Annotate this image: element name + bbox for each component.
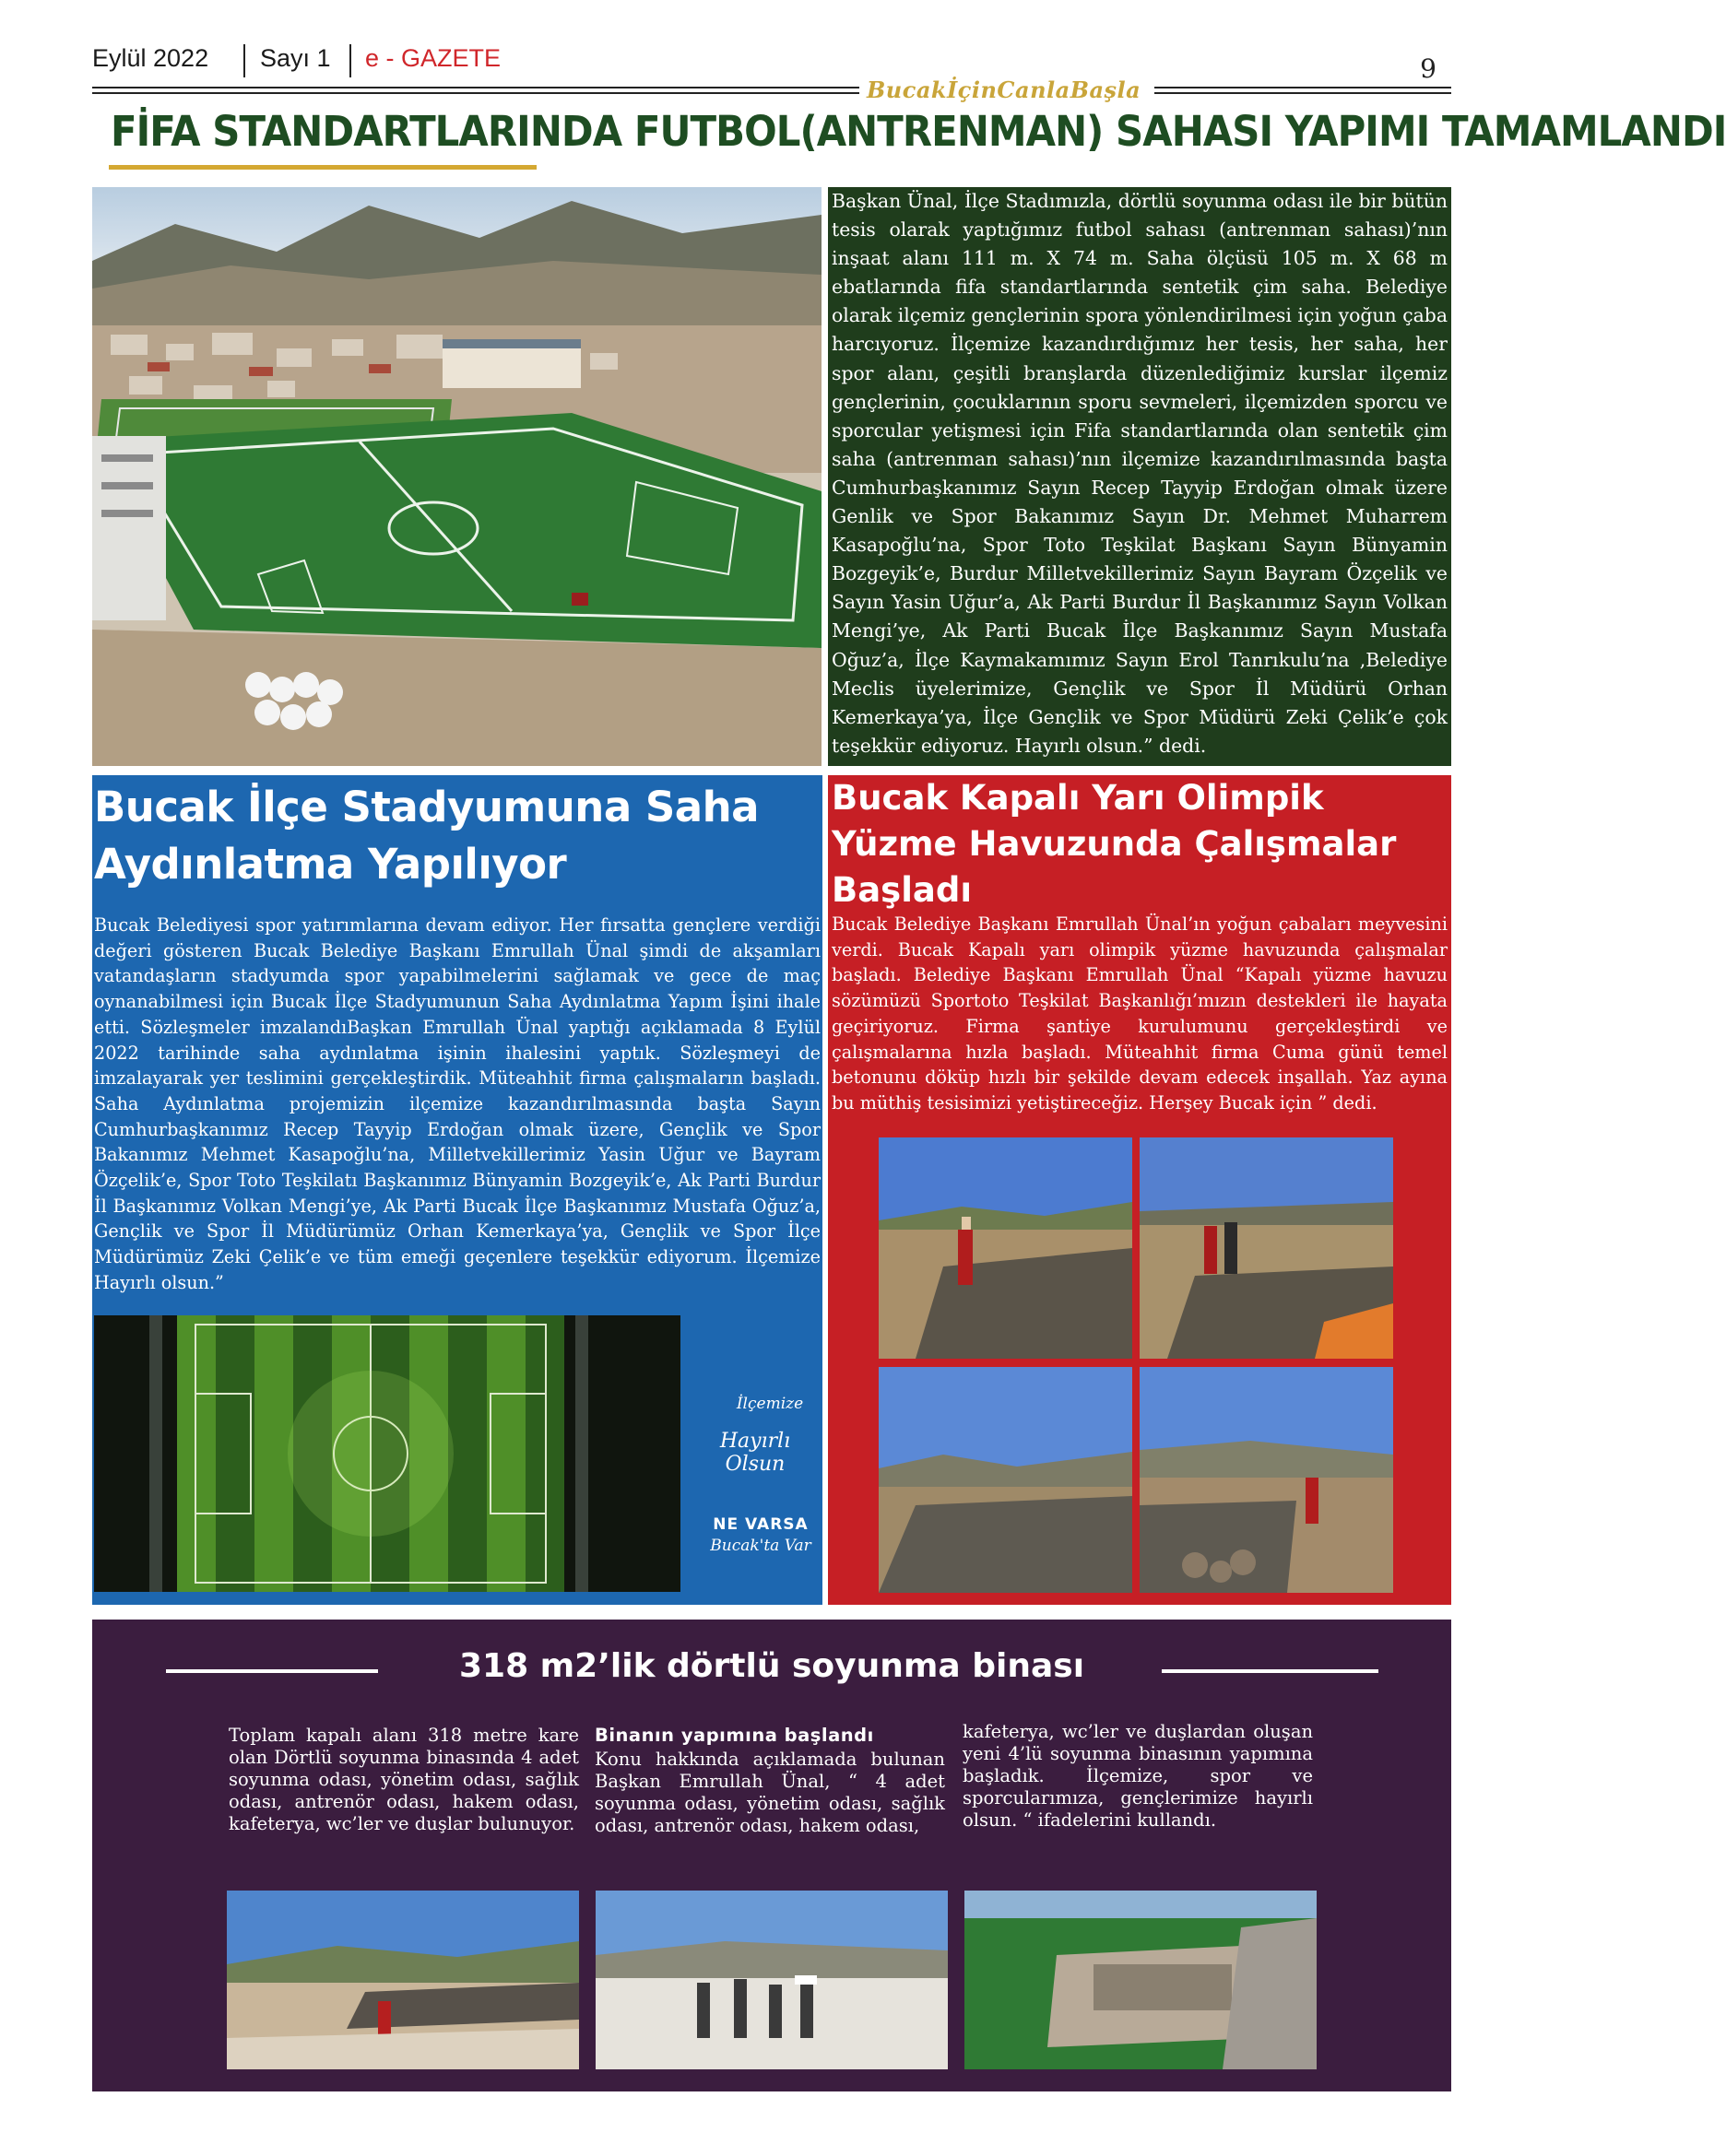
section-rule [1162, 1669, 1378, 1673]
header-rule [1154, 92, 1451, 94]
page-number: 9 [1420, 53, 1436, 84]
locker-col-2 [595, 1725, 945, 1837]
header-rule [1154, 87, 1451, 88]
image-caption: İlçemize [736, 1395, 804, 1413]
locker-site-photo [227, 1891, 579, 2069]
locker-col-2-body: Konu hakkında açıklamada bulunan Başkan Emrullah Ünal, “ 4 adet soyunma odası, yönetim odası, sağlık odası, antrenör odası, hakem odası, [595, 1749, 945, 1836]
header-divider [243, 44, 245, 77]
swimming-pool-title: Bucak Kapalı Yarı Olimpik Yüzme Havuzunda Çalışmalar Başladı [832, 778, 1397, 910]
title-underline [109, 165, 537, 170]
locker-col-1: Toplam kapalı alanı 318 metre kare olan Dörtlü soyunma binasında 4 adet soyunma odası, yönetim odası, sağlık odası, antrenör odası, hakem odası, kafeterya, wc’ler ve duşlar bulunuyor. [229, 1725, 579, 1834]
main-article-body: Başkan Ünal, İlçe Stadımızla, dörtlü soyunma odası ile bir bütün tesis olarak yaptığımız futbol sahası (antrenman sahası)’nın inşaat alanı 111 m. X 74 m. Saha ölçüsü 105 m. X 68 m ebatlarında fifa standartlarında sentetik çim saha. Belediye olarak ilçemiz gençlerinin spora yönlendirilmesi için yoğun çaba harcıyoruz. İlçemize kazandırdığımız her tesis, her saha, her spor alanı, çeşitli branşlarda düzenlediğimiz kurslar ilçemiz gençlerinin, çocuklarının sporu sevmeleri, ilçemizden sporcu ve sporcular yetişmesi için Fifa standartlarında olan sentetik çim saha (antrenman sahası)’nın ilçemize kazandırılmasında başta Cumhurbaşkanımız Sayın Recep Tayyip Erdoğan olmak üzere Genlik ve Spor Bakanımız Sayın Dr. Mehmet Muharrem Kasapoğlu’na, Spor Toto Teşkilat Başkanı Sayın Bünyamin Bozgeyik’e, Burdur Milletvekillerimiz Sayın Bayram Özçelik ve Sayın Yasin Uğur’a, Ak Parti Burdur İl Başkanımız Sayın Volkan Mengi’ye, Ak Parti Bucak İlçe Başkanımız Sayın Mustafa Oğuz’a, İlçe Kaymakamımız Sayın Erol Tanrıkulu’na ,Belediye Meclis üyelerimize, Gençlik ve Spor İl Müdürü Orhan Kemerkaya’ya, İlçe Gençlik ve Spor Müdürü Zeki Çelik’e çok teşekkür ediyoruz. Hayırlı olsun.” dedi. [832, 190, 1448, 757]
header-edition: e - GAZETE [365, 44, 502, 72]
locker-col-3: kafeterya, wc’ler ve duşlardan oluşan yeni 4’lü soyunma binasının yapımına başladık. İlçemize, spor ve sporcularımıza, gençlerimize hayırlı olsun. “ ifadelerini kullandı. [963, 1721, 1313, 1831]
night-stadium-photo [94, 1315, 680, 1592]
locker-building-title: 318 m2’lik dörtlü soyunma binası [458, 1647, 1085, 1685]
pool-construction-photo [879, 1137, 1132, 1359]
header-rule [92, 92, 859, 94]
slogan: BucakİçinCanlaBaşla [867, 77, 1141, 103]
locker-site-photo [596, 1891, 948, 2069]
stadium-lighting-body: Bucak Belediyesi spor yatırımlarına devam ediyor. Her fırsatta gençlere verdiği değeri gösteren Bucak Belediye Başkanı Emrullah Ünal şimdi de akşamları vatandaşların stadyumda spor yapabilmelerini sağlamak ve gece de maç oynanabilmesi için Bucak İlçe Stadyumunun Saha Aydınlatma Yapım İşini ihale etti. Sözleşmeler imzalandıBaşkan Emrullah Ünal yaptığı açıklamada 8 Eylül 2022 tarihinde saha aydınlatma işinin ihalesini yaptık. Sözleşmeyi de imzalayarak yer teslimini gerçekleştirdik. Müteahhit firma çalışmaların başladı. Saha Aydınlatma projemizin ilçemize kazandırılmasında başta Sayın Cumhurbaşkanımız Recep Tayyip Erdoğan olmak üzere, Gençlik ve Spor Bakanımız Mehmet Kasapoğlu’na, Milletvekillerimiz Yasin Uğur ve Bayram Özçelik’e, Spor Toto Teşkilatı Başkanımız Bünyamin Bozgeyik’e, Ak Parti Burdur İl Başkanımız Volkan Mengi’ye, Ak Parti Bucak İlçe Başkanımız Mustafa Oğuz’a, Gençlik ve Spor İl Müdürümüz Orhan Kemerkaya’ya, Gençlik ve Spor İlçe Müdürümüz Zeki Çelik’e ve tüm emeği geçenlere teşekkür ediyorum. İlçemize Hayırlı olsun.” [94, 914, 821, 1293]
swimming-pool-panel [828, 775, 1451, 1605]
locker-site-photo [964, 1891, 1317, 2069]
main-title: FİFA STANDARTLARINDA FUTBOL(ANTRENMAN) SAHASI YAPIMI TAMAMLANDI [111, 107, 1726, 156]
pool-construction-photo [1140, 1367, 1393, 1593]
stadium-lighting-panel [92, 775, 822, 1605]
image-caption: NE VARSA [713, 1515, 809, 1534]
pool-construction-photo [879, 1367, 1132, 1593]
main-article-panel [828, 187, 1451, 766]
header-divider [349, 44, 351, 77]
header-date: Eylül 2022 [92, 44, 209, 72]
pool-construction-photo [1140, 1137, 1393, 1359]
aerial-pitch-photo [92, 187, 822, 766]
image-caption: Hayırlı Olsun [719, 1430, 791, 1476]
image-caption: Bucak'ta Var [710, 1537, 811, 1555]
locker-building-panel [92, 1620, 1451, 2091]
stadium-lighting-title: Bucak İlçe Stadyumuna Saha Aydınlatma Yapılıyor [94, 783, 760, 889]
locker-col-2-heading: Binanın yapımına başlandı [595, 1725, 874, 1746]
swimming-pool-body: Bucak Belediye Başkanı Emrullah Ünal’ın yoğun çabaları meyvesini verdi. Bucak Kapalı yarı olimpik yüzme havuzunda çalışmalar başladı. Belediye Başkanı Emrullah Ünal “Kapalı yüzme havuzu sözümüzü Sportoto Teşkilat Başkanlığı’mızın destekleri ile hayata geçiriyoruz. Firma şantiye kurulumunu gerçekleştirdi ve çalışmalarına hızla başladı. Müteahhit firma Cuma günü temel betonunu döküp hızlı bir şekilde devam edecek inşallah. Yaz ayına bu müthiş tesisimizi yetiştireceğiz. Herşey Bucak için ” dedi. [832, 913, 1448, 1113]
header-issue: Sayı 1 [260, 44, 331, 72]
header-rule [92, 87, 859, 88]
